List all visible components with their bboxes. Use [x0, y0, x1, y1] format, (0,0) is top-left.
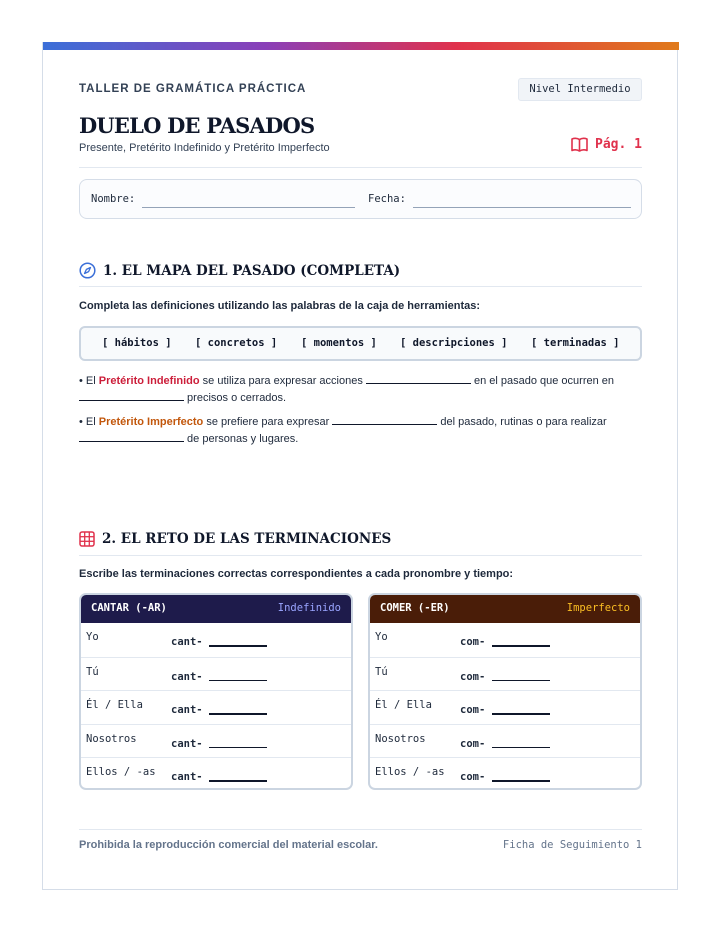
section2-instruction: Escribe las terminaciones correctas correspondientes a cada pronombre y tiempo:	[79, 568, 514, 580]
ending-blank[interactable]	[492, 645, 550, 647]
name-field[interactable]	[142, 207, 355, 208]
conjugation-row	[370, 690, 640, 724]
definition-imperfecto: • El Pretérito Imperfecto se prefiere para expresar del pasado, rutinas o para realizar de personas y lugares.	[79, 416, 607, 445]
definition-indefinido: • El Pretérito Indefinido se utiliza para expresar acciones en el pasado que ocurren en precisos o cerrados.	[79, 375, 615, 404]
section2-divider	[79, 555, 642, 556]
pronoun-label: Tú	[86, 665, 99, 678]
verb-stem: cant-	[171, 670, 203, 683]
card-header	[370, 595, 640, 623]
section1-divider	[79, 286, 642, 287]
section1-instruction: Completa las definiciones utilizando las palabras de la caja de herramientas:	[79, 300, 481, 312]
card-verb: COMER (-ER)	[380, 602, 450, 614]
footer-divider	[79, 829, 642, 830]
conjugation-row	[81, 690, 351, 724]
toolbox-word: [ terminadas ]	[531, 337, 620, 349]
blank-field[interactable]	[79, 433, 184, 442]
term-indefinido: Pretérito Indefinido	[98, 375, 200, 387]
page-number-text: Pág. 1	[595, 137, 642, 152]
section2-title-text: 2. EL RETO DE LAS TERMINACIONES	[102, 531, 392, 547]
pronoun-label: Yo	[86, 631, 99, 643]
card-header	[81, 595, 351, 623]
level-badge: Nivel Intermedio	[518, 78, 642, 101]
conjugation-row	[81, 623, 351, 657]
conjugation-row	[81, 657, 351, 691]
toolbox-word: [ momentos ]	[301, 337, 377, 349]
verb-stem: com-	[460, 737, 486, 750]
verb-stem: cant-	[171, 704, 203, 716]
conjugation-row	[370, 724, 640, 758]
card-tense: Imperfecto	[566, 602, 630, 614]
ending-blank[interactable]	[209, 645, 267, 647]
card-verb: CANTAR (-AR)	[91, 602, 167, 614]
conjugation-row	[370, 623, 640, 657]
blank-field[interactable]	[79, 392, 184, 401]
pronoun-label: Nosotros	[375, 732, 426, 745]
blank-field[interactable]	[366, 375, 471, 384]
ending-blank[interactable]	[492, 713, 550, 715]
date-field[interactable]	[413, 207, 631, 208]
pronoun-label: Yo	[375, 631, 388, 643]
word-toolbox	[79, 326, 642, 361]
ending-blank[interactable]	[209, 780, 267, 782]
blank-field[interactable]	[332, 416, 437, 425]
verb-stem: cant-	[171, 771, 203, 783]
workshop-label: TALLER DE GRAMÁTICA PRÁCTICA	[79, 83, 307, 95]
ending-blank[interactable]	[492, 780, 550, 782]
verb-stem: com-	[460, 704, 486, 716]
verb-stem: com-	[460, 636, 486, 648]
section2-title	[79, 531, 391, 547]
toolbox-word: [ descripciones ]	[400, 337, 508, 349]
page-title: DUELO DE PASADOS	[79, 113, 315, 138]
card-tense: Indefinido	[277, 602, 341, 614]
conjugation-card-comer	[368, 593, 642, 790]
ending-blank[interactable]	[492, 680, 550, 682]
pronoun-label: Él / Ella	[86, 699, 143, 711]
ending-blank[interactable]	[209, 680, 267, 682]
pronoun-label: Ellos / -as	[86, 766, 156, 778]
footer-notice: Prohibida la reproducción comercial del material escolar.	[79, 839, 378, 851]
grid-icon	[79, 531, 95, 547]
pronoun-label: Tú	[375, 665, 388, 678]
compass-icon	[79, 262, 96, 279]
pronoun-label: Él / Ella	[375, 699, 432, 711]
page-number	[571, 137, 642, 152]
pronoun-label: Ellos / -as	[375, 766, 445, 778]
ending-blank[interactable]	[492, 747, 550, 749]
toolbox-word: [ hábitos ]	[102, 337, 172, 349]
verb-stem: com-	[460, 670, 486, 683]
verb-stem: com-	[460, 771, 486, 783]
conjugation-row	[370, 657, 640, 691]
page-subtitle: Presente, Pretérito Indefinido y Pretérito Imperfecto	[79, 142, 330, 154]
worksheet	[42, 42, 678, 890]
verb-stem: cant-	[171, 636, 203, 648]
toolbox-word: [ concretos ]	[195, 337, 278, 349]
conjugation-row	[370, 757, 640, 790]
ending-blank[interactable]	[209, 713, 267, 715]
section1-title-text: 1. EL MAPA DEL PASADO (COMPLETA)	[103, 262, 401, 279]
term-imperfecto: Pretérito Imperfecto	[98, 416, 204, 428]
header-divider	[79, 167, 642, 168]
conjugation-row	[81, 724, 351, 758]
pronoun-label: Nosotros	[86, 732, 137, 745]
date-label: Fecha:	[368, 193, 406, 205]
name-date-box	[79, 179, 642, 219]
open-book-icon	[571, 137, 588, 152]
name-label: Nombre:	[91, 193, 136, 205]
conjugation-row	[81, 757, 351, 790]
section1-title	[79, 262, 400, 279]
footer-sheet-id: Ficha de Seguimiento 1	[502, 839, 642, 851]
ending-blank[interactable]	[209, 747, 267, 749]
verb-stem: cant-	[171, 737, 203, 750]
conjugation-card-cantar	[79, 593, 353, 790]
